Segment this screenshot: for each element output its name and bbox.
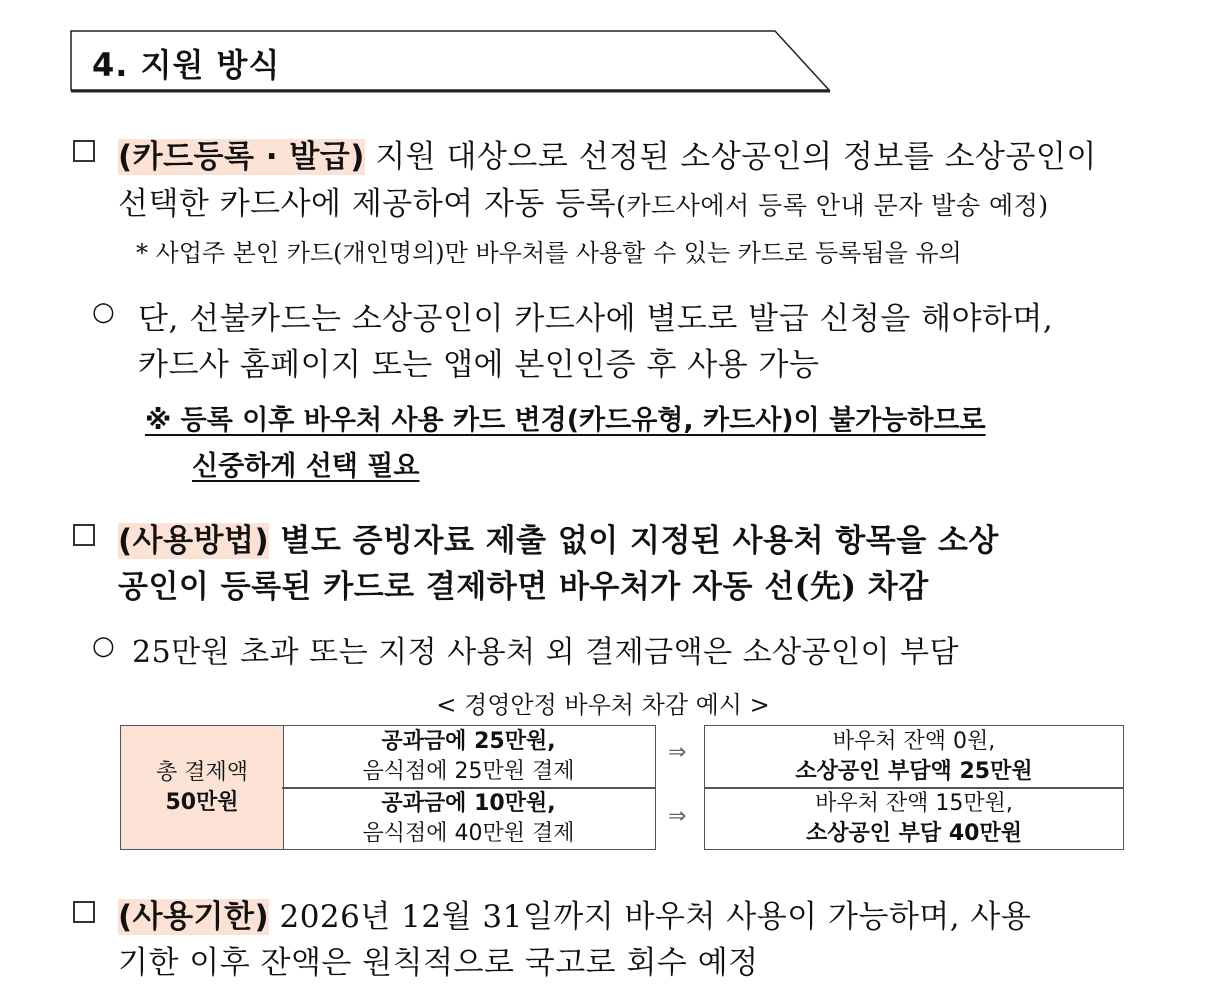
card-line1 (118, 131, 1097, 176)
usage-line1 (118, 515, 999, 560)
payment-case-2 (282, 787, 656, 850)
usage-line1-text: 별도 증빙자료 제출 없이 지정된 사용처 항목을 소상 (269, 523, 999, 559)
period-line1 (118, 891, 1031, 936)
payment-case-2-line1: 공과금에 10만원, (381, 790, 556, 816)
payment-case-1 (282, 725, 656, 789)
card-warning-line2: 신중하게 선택 필요 (192, 451, 420, 482)
card-warning-line1: ※ 등록 이후 바우처 사용 카드 변경(카드유형, 카드사)이 불가능하므로 (145, 405, 986, 436)
arrow-right-icon: ⇒ (668, 740, 687, 765)
usage-sub-line: 25만원 초과 또는 지정 사용처 외 결제금액은 소상공인이 부담 (132, 635, 959, 670)
bullet-circle-icon: ○ (92, 297, 115, 327)
card-line1-text: 지원 대상으로 선정된 소상공인의 정보를 소상공인이 (364, 139, 1097, 175)
usage-tag: (사용방법) (118, 523, 270, 559)
period-line2: 기한 이후 잔액은 원칙적으로 국고로 회수 예정 (118, 945, 759, 981)
total-value: 50만원 (165, 789, 239, 815)
card-line2 (118, 178, 1049, 223)
result-case-1-line1: 바우처 잔액 0원, (832, 729, 996, 754)
total-payment-cell (120, 725, 284, 850)
payment-case-1-line1: 공과금에 25만원, (381, 729, 556, 754)
arrow-right-icon: ⇒ (668, 804, 687, 829)
result-case-1 (704, 725, 1124, 789)
card-sub-line2: 카드사 홈페이지 또는 앱에 본인인증 후 사용 가능 (138, 347, 820, 383)
checkbox-card-registration (73, 140, 95, 162)
payment-case-1-line2: 음식점에 25만원 결제 (362, 759, 575, 784)
bullet-circle-icon: ○ (92, 631, 115, 661)
section-title: 4. 지원 방식 (92, 46, 281, 84)
example-caption: < 경영안정 바우처 차감 예시 > (436, 691, 770, 719)
result-case-1-line2: 소상공인 부담액 25만원 (795, 759, 1033, 784)
card-note: * 사업주 본인 카드(개인명의)만 바우처를 사용할 수 있는 카드로 등록됨을 유의 (136, 239, 962, 267)
card-line2-main: 선택한 카드사에 제공하여 자동 등록 (118, 186, 617, 222)
result-case-2-line1: 바우처 잔액 15만원, (815, 790, 1013, 816)
usage-line2: 공인이 등록된 카드로 결제하면 바우처가 자동 선(先) 차감 (118, 569, 929, 605)
total-label: 총 결제액 (155, 759, 248, 785)
card-sub-line1: 단, 선불카드는 소상공인이 카드사에 별도로 발급 신청을 해야하며, (138, 301, 1054, 337)
payment-case-2-line2: 음식점에 40만원 결제 (362, 820, 575, 846)
checkbox-usage-period (73, 901, 95, 923)
card-line2-paren: (카드사에서 등록 안내 문자 발송 예정) (616, 191, 1049, 220)
result-case-2 (704, 787, 1124, 850)
result-case-2-line2: 소상공인 부담 40만원 (806, 820, 1022, 846)
card-tag: (카드등록 · 발급) (118, 139, 365, 175)
period-tag: (사용기한) (118, 899, 270, 935)
period-line1-text: 2026년 12월 31일까지 바우처 사용이 가능하며, 사용 (269, 899, 1032, 935)
checkbox-usage-method (73, 524, 95, 546)
